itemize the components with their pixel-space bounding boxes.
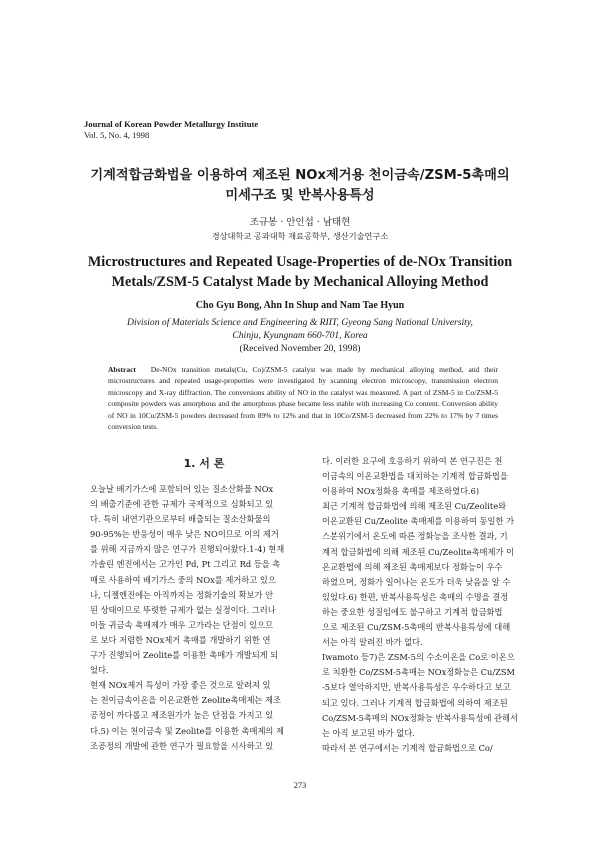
text-line: 하는 중요한 성질임에도 불구하고 기계적 합금화법: [322, 606, 503, 617]
left-column-body: [90, 482, 318, 754]
right-column-body: [322, 454, 554, 756]
received-date: (Received November 20, 1998): [239, 343, 361, 354]
korean-title-line-2: 미세구조 및 반복사용특성: [225, 188, 375, 203]
text-line: 로 보다 저렴한 NOx제거 촉매를 개발하기 위한 연: [90, 634, 271, 645]
text-line: 가솔린 엔진에서는 고가인 Pd, Pt 그리고 Rd 등을 촉: [90, 559, 281, 570]
text-line: 90-95%는 반응성이 매우 낮은 NO이므로 이의 제거: [90, 529, 279, 540]
right-column: [322, 454, 554, 756]
text-line: 매로 사용하여 배기가스 중의 NOx를 제거하고 있으: [90, 574, 276, 585]
english-title-line-2: Metals/ZSM-5 Catalyst Made by Mechanical Alloying Method: [111, 274, 489, 290]
text-line: 이금속의 이온교환법을 대치하는 기계적 합금화법을: [322, 471, 508, 482]
text-line: 온교환법에 의해 제조된 촉매제보다 정화능이 우수: [322, 561, 503, 572]
text-line: Co/ZSM-5촉매의 NOx정화능 반복사용특성에 관해서: [322, 712, 518, 723]
text-line: 서는 아직 알려진 바가 없다.: [322, 637, 423, 648]
text-line: 계적 합금화법에 의해 제조된 Cu/Zeolite촉매제가 이: [322, 546, 515, 557]
text-line: 는 천이금속이온을 이온교환한 Zeolite촉매제는 제조: [90, 695, 281, 706]
text-line: -5보다 열악하지만, 반복사용특성은 우수하다고 보고: [322, 682, 511, 693]
section-heading: 1. 서 론: [183, 457, 225, 470]
affiliation-line-1: Division of Materials Science and Engineering & RIIT, Gyeong Sang National University,: [127, 317, 473, 328]
korean-title: [60, 166, 540, 206]
text-line: 공정이 까다롭고 제조원가가 높은 단점을 가지고 있: [90, 710, 274, 721]
text-line: 이들 귀금속 촉매제가 매우 고가라는 단점이 있으므: [90, 619, 274, 630]
abstract: [108, 364, 498, 432]
text-line: 의 배출기준에 관한 규제가 국제적으로 심화되고 있: [90, 499, 274, 510]
text-line: 로 치환한 Co/ZSM-5촉매는 NOx정화능은 Cu/ZSM: [322, 667, 515, 678]
english-title: [60, 252, 540, 292]
text-line: 되고 있다. 그러나 기계적 합금화법에 의하여 제조된: [322, 697, 508, 708]
korean-affiliation: 경상대학교 공과대학 재료공학부, 생산기술연구소: [211, 231, 389, 241]
korean-authors: 조규봉 · 안인섭 · 남태현: [249, 217, 351, 228]
text-line: 따라서 본 연구에서는 기계적 합금화법으로 Co/: [322, 742, 493, 753]
text-line: 오늘날 배기가스에 포함되어 있는 질소산화물 NOx: [90, 484, 274, 494]
journal-volume: Vol. 5, No. 4, 1998: [84, 130, 150, 140]
text-line: 다.5) 이는 천이금속 및 Zeolite를 이용한 촉매제의 제: [90, 725, 284, 736]
text-line: 하였으며, 정화가 일어나는 온도가 더욱 낮음을 알 수: [322, 576, 511, 587]
text-line: 구가 진행되어 Zeolite를 이용한 촉매가 개발되게 되: [90, 650, 279, 661]
left-column: [90, 454, 318, 754]
english-title-line-1: Microstructures and Repeated Usage-Properties of de-NOx Transition: [87, 254, 513, 270]
text-line: 다. 이러한 요구에 호응하기 위하여 본 연구진은 천: [322, 456, 503, 466]
abstract-text: De-NOx transition metals(Cu, Co)/ZSM-5 catalyst was made by mechanical alloying method, and their microstructures and repeated usage-properties were investigated by scanning electron microscopy, transmission electron microscopy and X-ray diffraction. The conversions ability of NO in the catalyst was measured. A part of ZSM-5 in Co/ZSM-5 composite powders was amorphous and the amorphous phase became less stable with increasing Co content. Conversion ability of NO in 10Cu/ZSM-5 powders decreased from 89% to 12% and that in 10Co/ZSM-5 decreased from 22% to 17% by 7 times conversion tests.: [108, 365, 499, 432]
text-line: 이온교환된 Cu/Zeolite 촉매제를 이용하여 동일한 가: [322, 516, 515, 527]
text-line: 현재 NOx제거 특성이 가장 좋은 것으로 알려져 있: [90, 680, 271, 691]
text-line: Iwamoto 등7)은 ZSM-5의 수소이온을 Co로 이온으: [322, 652, 515, 663]
text-line: 는 아직 보고된 바가 없다.: [322, 727, 415, 738]
english-authors: Cho Gyu Bong, Ahn In Shup and Nam Tae Hyun: [195, 300, 405, 311]
text-line: 다. 특히 내연기관으로부터 배출되는 질소산화물의: [90, 514, 271, 525]
text-line: 스분위기에서 온도에 따른 정화능을 조사한 결과, 기: [322, 531, 508, 542]
abstract-label: Abstract: [108, 365, 136, 374]
korean-title-line-1: 기계적합금화법을 이용하여 제조된 NOx제거용 천이금속/ZSM-5촉매의: [90, 168, 510, 183]
text-line: 최근 기계적 합금화법에 의해 제조된 Cu/Zeolite와: [322, 501, 507, 512]
affiliation-line-2: Chinju, Kyungnam 660-701, Korea: [232, 330, 368, 341]
text-line: 나, 디젤엔진에는 아직까지는 정화기술의 확보가 안: [90, 589, 274, 600]
page-number: 273: [293, 781, 307, 790]
text-line: 었다.: [90, 665, 109, 676]
text-line: 된 상태이므로 뚜렷한 규제가 없는 실정이다. 그러나: [90, 604, 276, 615]
text-line: 조공정의 개발에 관한 연구가 필요함을 시사하고 있: [90, 740, 274, 751]
journal-header: [84, 119, 258, 141]
english-affiliation: [60, 316, 540, 355]
text-line: 를 위해 지금까지 많은 연구가 진행되어왔다.1-4) 현재: [90, 544, 285, 555]
text-line: 이용하여 NOx정화용 촉매를 제조하였다.6): [322, 486, 480, 497]
journal-name: Journal of Korean Powder Metallurgy Institute: [84, 119, 259, 129]
text-line: 으로 제조된 Cu/ZSM-5촉매의 반복사용특성에 대해: [322, 622, 511, 633]
text-line: 있었다.6) 한편, 반복사용특성은 촉매의 수명을 결정: [322, 591, 509, 602]
